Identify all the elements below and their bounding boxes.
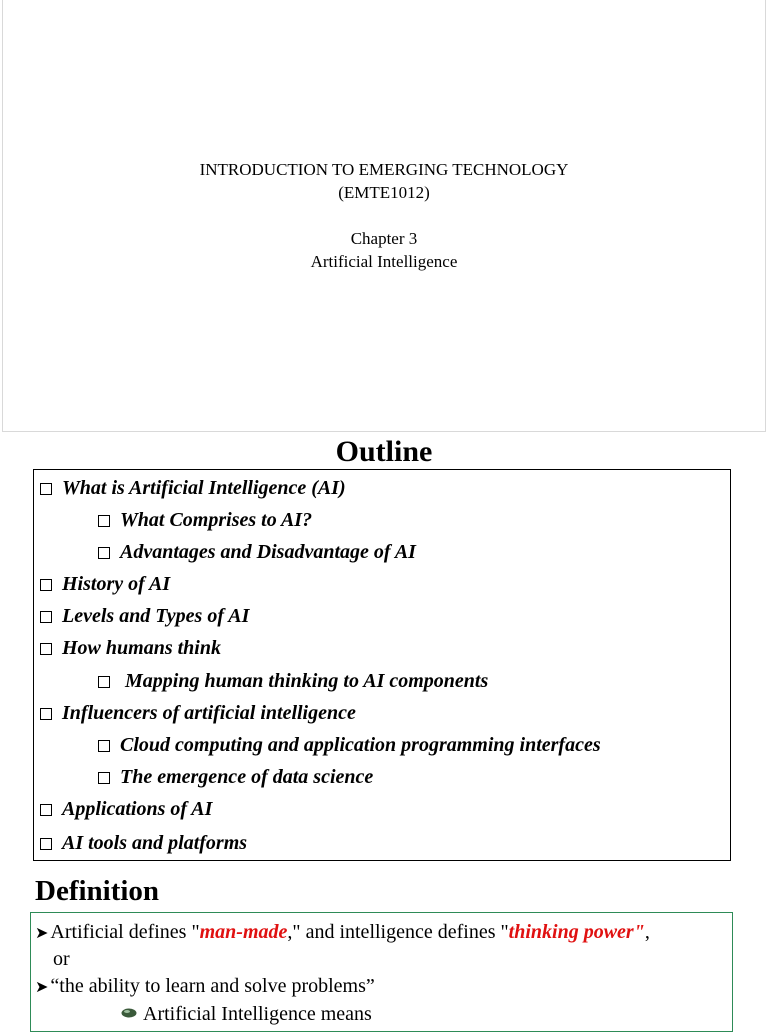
outline-item: What is Artificial Intelligence (AI) (40, 473, 346, 503)
checkbox-icon (40, 611, 52, 623)
outline-item: Cloud computing and application programming interfaces (98, 730, 601, 760)
definition-box (30, 912, 733, 1032)
checkbox-icon (40, 643, 52, 655)
checkbox-icon (40, 838, 52, 850)
definition-heading: Definition (35, 875, 160, 907)
course-title: INTRODUCTION TO EMERGING TECHNOLOGY (199, 160, 569, 179)
arrow-bullet-icon: ➤ (35, 925, 49, 942)
checkbox-icon (98, 515, 110, 527)
definition-line-1: ➤ Artificial defines "man-made," and intelligence defines "thinking power", (35, 921, 650, 943)
outline-item: AI tools and platforms (40, 828, 247, 858)
outline-item: How humans think (40, 633, 221, 663)
outline-item: The emergence of data science (98, 762, 373, 792)
course-code: (EMTE1012) (338, 183, 430, 202)
outline-item: Applications of AI (40, 794, 212, 824)
checkbox-icon (40, 804, 52, 816)
definition-line-2: or (53, 948, 70, 970)
chapter-title: Artificial Intelligence (310, 252, 458, 271)
outline-box (33, 469, 731, 861)
checkbox-icon (98, 772, 110, 784)
checkbox-icon (98, 676, 110, 688)
outline-item: Influencers of artificial intelligence (40, 698, 356, 728)
checkbox-icon (98, 740, 110, 752)
title-slide (2, 0, 766, 432)
outline-item: Levels and Types of AI (40, 601, 249, 631)
outline-item: What Comprises to AI? (98, 505, 312, 535)
checkbox-icon (40, 579, 52, 591)
checkbox-icon (40, 483, 52, 495)
checkbox-icon (98, 547, 110, 559)
outline-item: Advantages and Disadvantage of AI (98, 537, 416, 567)
outline-item: History of AI (40, 569, 170, 599)
checkbox-icon (40, 708, 52, 720)
definition-line-3: ➤ “the ability to learn and solve problems” (35, 975, 375, 997)
outline-item: Mapping human thinking to AI components (98, 666, 488, 696)
disc-bullet-icon (121, 1008, 137, 1018)
definition-line-4: Artificial Intelligence means (121, 1001, 372, 1027)
arrow-bullet-icon: ➤ (35, 979, 49, 996)
title-block (3, 158, 765, 273)
chapter-number: Chapter 3 (350, 229, 418, 248)
outline-heading: Outline (335, 435, 433, 468)
